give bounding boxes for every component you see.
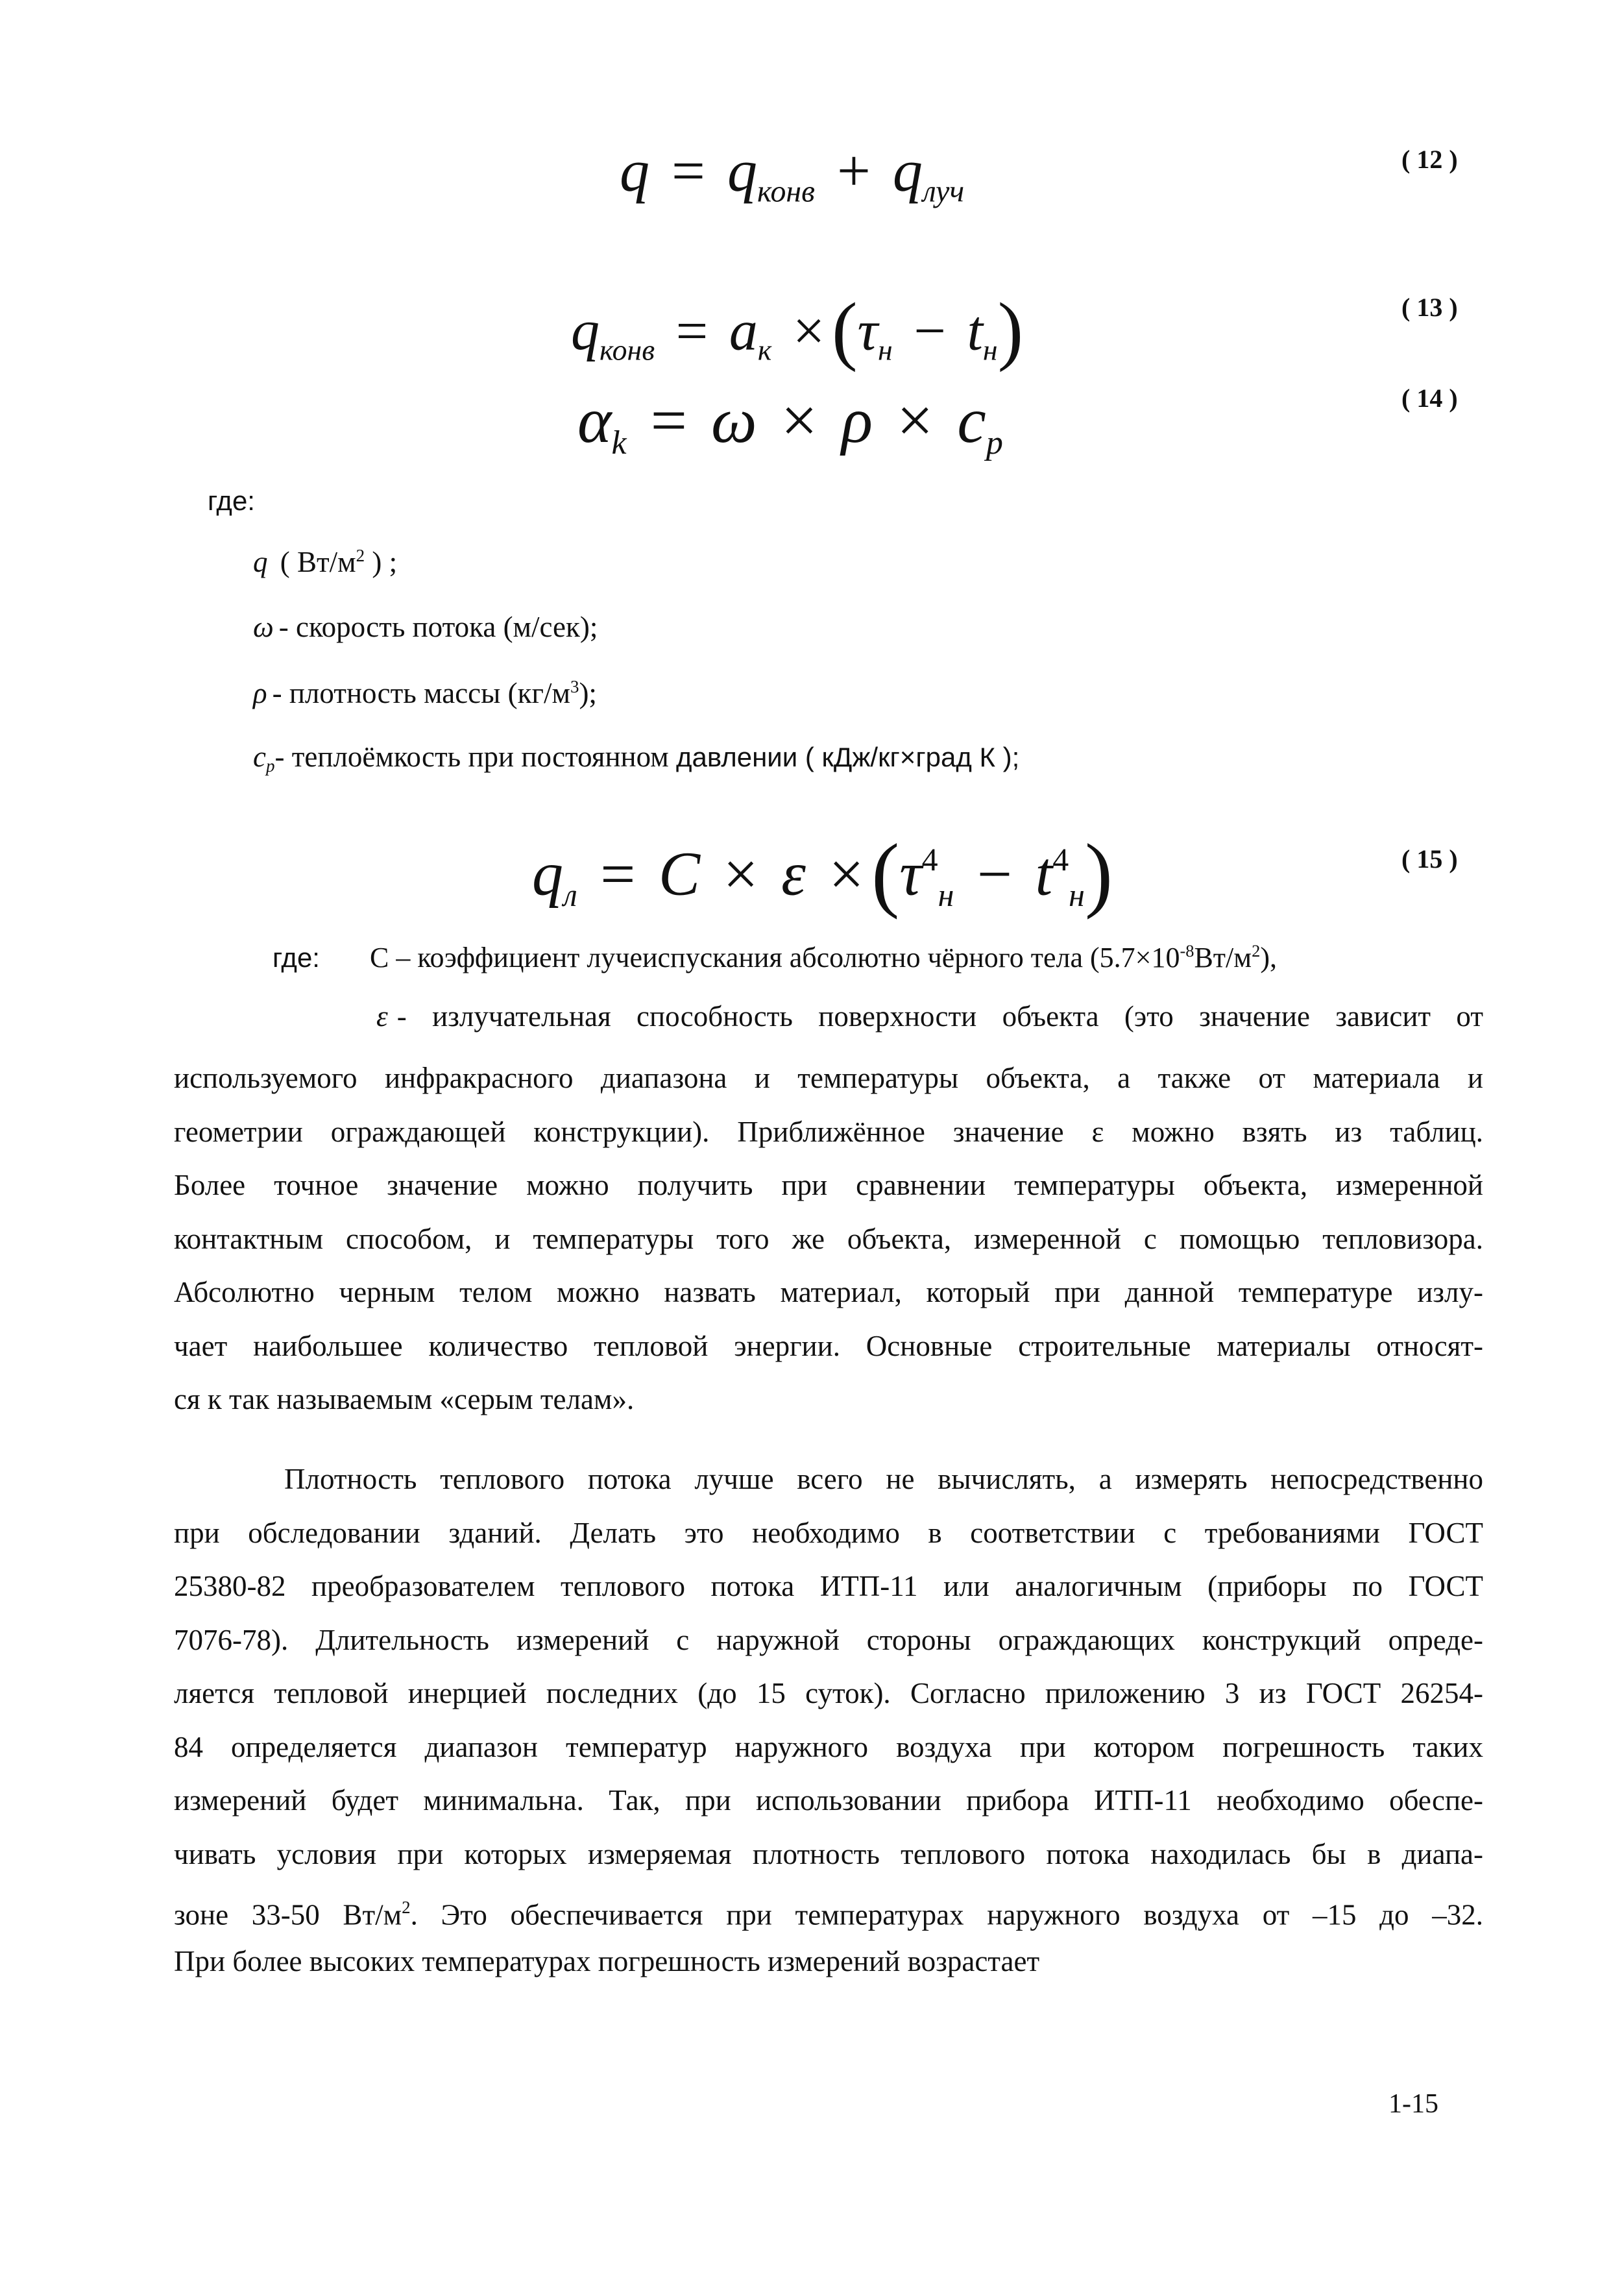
equation-13	[571, 286, 1023, 374]
paragraph-line-with-superscript	[174, 1881, 1483, 1935]
eq13-lhs: q	[571, 299, 600, 363]
paragraph-emissivity	[174, 1051, 1483, 1426]
def-cp-text-b: давлении ( кДж/кг×град К );	[676, 742, 1020, 772]
def-omega	[253, 610, 598, 644]
eq12-term1: q	[727, 138, 757, 204]
page-number: 1-15	[1388, 2089, 1438, 2119]
def-eps	[376, 999, 1483, 1033]
eq13-t-sub: н	[982, 333, 998, 367]
eq14-c-sub: p	[986, 424, 1003, 462]
paragraph-line: ляется тепловой инерцией последних (до 15 суток). Согласно приложению 3 из ГОСТ 26254-	[174, 1677, 1483, 1709]
paragraph-line: Абсолютно черным телом можно назвать материал, который при данной температуре излу-	[174, 1276, 1483, 1308]
eq12-lhs: q	[620, 138, 649, 204]
eq15-lhs: q	[532, 838, 563, 909]
def-rho	[253, 676, 597, 710]
def-omega-text: - скорость потока (м/сек);	[278, 611, 598, 643]
eq15-times1: ×	[723, 838, 758, 909]
def-omega-symbol: ω	[253, 611, 274, 643]
def-C-text-c: ),	[1260, 942, 1277, 973]
eq14-times2: ×	[897, 384, 934, 456]
eq13-a-sub: к	[757, 333, 772, 367]
eq15-lhs-sub: л	[563, 877, 577, 914]
eq15-open-paren: (	[871, 827, 900, 920]
eq15-C: C	[658, 838, 700, 909]
paragraph-line: измерений будет минимальна. Так, при использовании прибора ИТП-11 необходимо обеспе-	[174, 1784, 1483, 1816]
eq15-t: t	[1035, 838, 1053, 909]
eq14-lhs: α	[577, 384, 612, 456]
eq13-close-paren: )	[997, 287, 1024, 373]
def-cp	[253, 740, 1019, 776]
eq15-eps: ε	[781, 838, 806, 909]
eq15-tau-sub: н	[938, 877, 954, 914]
paragraph-line: геометрии ограждающей конструкции). Приближённое значение ε можно взять из таблиц.	[174, 1115, 1483, 1148]
eq15-equals: =	[600, 838, 636, 909]
def-q-symbol: q	[253, 546, 268, 578]
paragraph-line: ся к так называемым «серым телам».	[174, 1383, 635, 1415]
def-q-text-close: ) ;	[365, 546, 398, 578]
equation-14-number: ( 14 )	[1401, 384, 1458, 413]
paragraph-line: чивать условия при которых измеряемая плотность теплового потока находилась бы в диапа-	[174, 1837, 1483, 1870]
def-cp-symbol: c	[253, 740, 266, 773]
eq14-times1: ×	[781, 384, 818, 456]
eq13-a: a	[729, 299, 758, 363]
def-C-text-b: Вт/м	[1194, 942, 1252, 973]
eq13-lhs-sub: конв	[600, 333, 655, 367]
paragraph-line: чает наибольшее количество тепловой энергии. Основные строительные материалы относят-	[174, 1329, 1483, 1362]
where-label-2: где:	[273, 942, 320, 973]
def-rho-text-b: );	[579, 677, 597, 709]
eq14-omega: ω	[711, 384, 757, 456]
equation-15-number: ( 15 )	[1401, 844, 1458, 874]
paragraph-line: 7076-78). Длительность измерений с наружной стороны ограждающих конструкций опреде-	[174, 1623, 1483, 1656]
eq13-tau: τ	[857, 299, 879, 363]
eq15-t-sub: н	[1069, 877, 1085, 914]
paragraph-heat-flux	[174, 1452, 1483, 1988]
eq14-equals: =	[650, 384, 687, 456]
equation-12	[620, 136, 964, 210]
paragraph-line: 25380-82 преобразователем теплового потока ИТП-11 или аналогичным (приборы по ГОСТ	[174, 1570, 1483, 1602]
eq13-minus: −	[914, 299, 946, 363]
def-rho-text-a: - плотность массы (кг/м	[272, 677, 570, 709]
where-label-1: где:	[208, 485, 255, 516]
def-rho-symbol: ρ	[253, 677, 267, 709]
eq15-times2: ×	[829, 838, 864, 909]
def-q-text-open: ( Вт/м	[273, 546, 356, 578]
eq13-equals: =	[675, 299, 709, 363]
eq12-term1-sub: конв	[757, 174, 815, 209]
eq15-tau: τ	[899, 838, 922, 909]
paragraph-line-9a: зоне 33-50 Вт/м	[174, 1898, 402, 1931]
eq13-times: ×	[792, 299, 825, 363]
equation-12-number: ( 12 )	[1401, 145, 1458, 174]
def-q-sup: 2	[356, 545, 365, 565]
eq12-term2: q	[892, 138, 923, 204]
paragraph-line: 84 определяется диапазон температур наружного воздуха при котором погрешность таких	[174, 1730, 1483, 1763]
eq14-lhs-sub: k	[611, 424, 627, 462]
def-C-text-a: С – коэффициент лучеиспускания абсолютно чёрного тела (5.7×10	[370, 942, 1180, 973]
eq15-tau-sup: 4	[921, 842, 938, 878]
def-eps-text: - излучательная способность поверхности объекта (это значение зависит от	[396, 1000, 1483, 1033]
eq13-tau-sub: н	[878, 333, 893, 367]
paragraph-line: При более высоких температурах погрешность измерений возрастает	[174, 1944, 1040, 1977]
equation-15	[532, 826, 1113, 922]
eq14-c: c	[957, 384, 986, 456]
eq13-t: t	[967, 299, 983, 363]
paragraph-line-9b: . Это обеспечивается при температурах наружного воздуха от –15 до –32.	[410, 1898, 1483, 1931]
paragraph-line: контактным способом, и температуры того же объекта, измеренной с помощью тепловизора.	[174, 1222, 1483, 1255]
eq15-minus: −	[976, 838, 1013, 909]
eq14-rho: ρ	[842, 384, 873, 456]
eq15-close-paren: )	[1084, 827, 1113, 920]
def-cp-text-a: - теплоёмкость при постоянном	[274, 740, 676, 773]
def-eps-symbol: ε	[376, 1000, 388, 1033]
equation-13-number: ( 13 )	[1401, 293, 1458, 322]
def-rho-sup: 3	[570, 676, 579, 696]
eq12-plus: +	[836, 138, 871, 204]
def-q	[253, 545, 397, 579]
eq15-t-sup: 4	[1052, 842, 1069, 878]
paragraph-line-9-sup: 2	[402, 1898, 411, 1917]
def-cp-sub: p	[265, 756, 275, 776]
equation-14	[577, 383, 1003, 462]
def-C-sup: -8	[1180, 941, 1194, 961]
paragraph-line: при обследовании зданий. Делать это необходимо в соответствии с требованиями ГОСТ	[174, 1516, 1483, 1549]
eq13-open-paren: (	[831, 287, 858, 373]
paragraph-line: используемого инфракрасного диапазона и температуры объекта, а также от материала и	[174, 1062, 1483, 1094]
def-C	[370, 941, 1277, 974]
eq12-equals: =	[672, 138, 705, 204]
eq12-term2-sub: луч	[922, 174, 965, 209]
def-C-sup2: 2	[1252, 941, 1261, 961]
paragraph-line: Более точное значение можно получить при сравнении температуры объекта, измеренной	[174, 1169, 1483, 1201]
paragraph-line: Плотность теплового потока лучше всего не вычислять, а измерять непосредственно	[284, 1463, 1483, 1495]
